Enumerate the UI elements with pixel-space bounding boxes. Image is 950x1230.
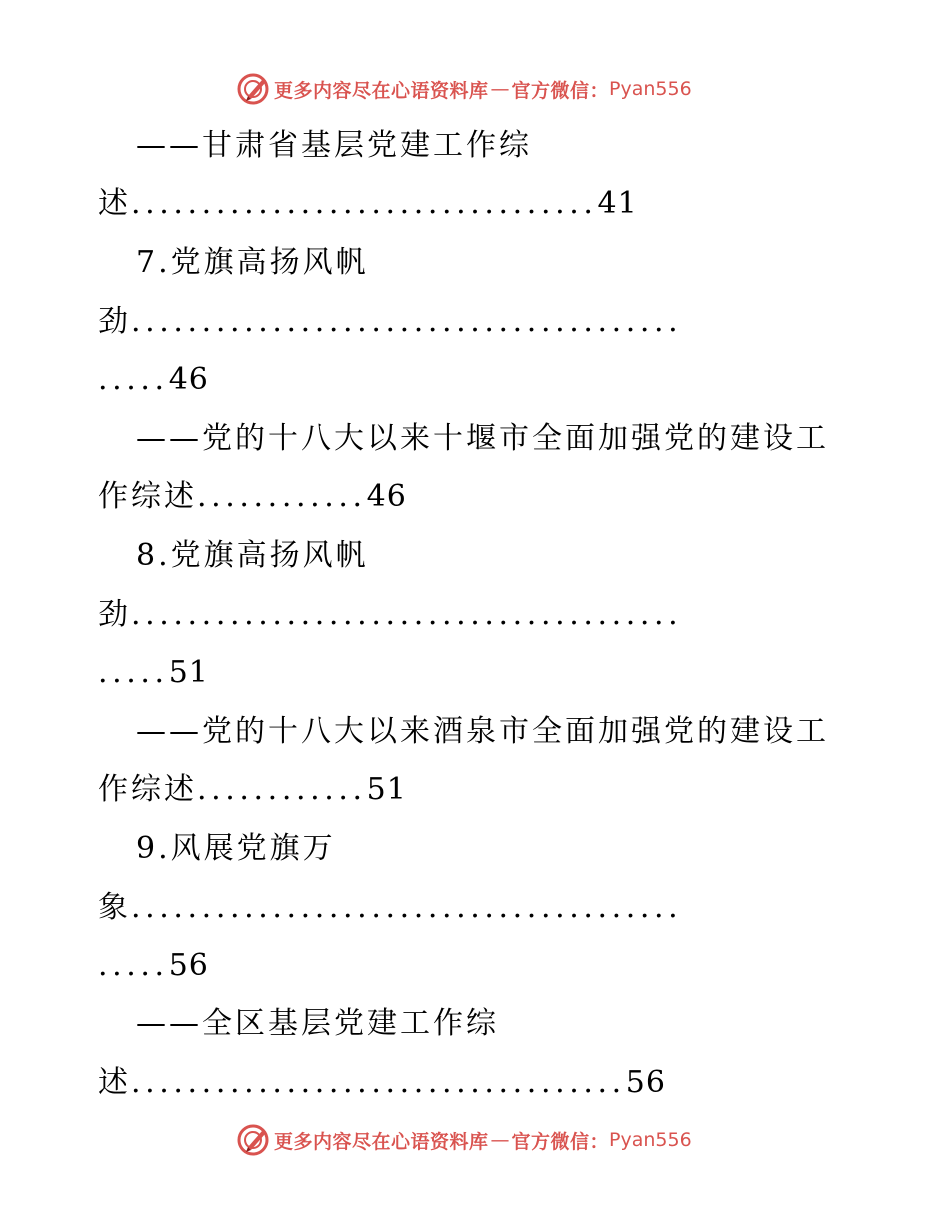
toc-entry-text: 劲	[98, 304, 131, 339]
toc-entry-text: ——党的十八大以来十堰市全面加强党的建设工	[136, 421, 829, 456]
toc-entry-text: 作综述	[98, 772, 197, 807]
toc-leader-dots: .......................................	[131, 597, 683, 632]
toc-page-number: 51	[366, 772, 407, 807]
toc-line	[98, 1063, 666, 1103]
pen-logo-icon	[236, 1123, 270, 1157]
watermark-separator: —	[490, 78, 510, 100]
toc-entry-text: 述	[98, 1065, 131, 1100]
toc-entry-text: ——党的十八大以来酒泉市全面加强党的建设工	[136, 714, 829, 749]
toc-leader-dots: ............	[197, 479, 367, 514]
toc-entry-text: 述	[98, 186, 131, 221]
toc-line	[98, 302, 682, 342]
watermark-wechat-label: 官方微信：	[511, 79, 610, 102]
footer-watermark	[236, 1122, 692, 1158]
toc-entry-text: 8.党旗高扬风帆	[136, 538, 369, 573]
watermark-handle: Pyan556	[609, 1129, 692, 1151]
toc-line	[136, 829, 336, 869]
toc-line	[136, 419, 829, 459]
header-watermark	[236, 71, 692, 107]
toc-leader-dots: .....	[98, 362, 169, 397]
watermark-handle: Pyan556	[609, 78, 692, 100]
toc-leader-dots: .......................................	[131, 304, 683, 339]
toc-entry-text: ——甘肃省基层党建工作综	[136, 128, 532, 163]
toc-leader-dots: ...................................	[131, 1065, 626, 1100]
toc-page-number: 41	[597, 186, 638, 221]
toc-line	[98, 360, 209, 400]
watermark-text: 更多内容尽在心语资料库	[274, 1130, 489, 1153]
watermark-wechat-label: 官方微信：	[511, 1130, 610, 1153]
toc-page-number: 56	[168, 948, 209, 983]
toc-entry-text: 劲	[98, 597, 131, 632]
watermark-separator: —	[490, 1129, 510, 1151]
toc-line	[136, 243, 369, 283]
toc-page-number: 56	[625, 1065, 666, 1100]
toc-entry-text: ——全区基层党建工作综	[136, 1006, 499, 1041]
toc-line	[98, 595, 682, 635]
toc-entry-text: 作综述	[98, 479, 197, 514]
toc-line	[136, 536, 369, 576]
toc-leader-dots: .....	[98, 948, 169, 983]
toc-line	[136, 712, 829, 752]
toc-line	[98, 770, 407, 810]
toc-leader-dots: .......................................	[131, 890, 683, 925]
toc-page-number: 46	[168, 362, 209, 397]
toc-entry-text: 象	[98, 890, 131, 925]
toc-entry-text: 7.党旗高扬风帆	[136, 245, 369, 280]
toc-line	[98, 653, 209, 693]
toc-leader-dots: .................................	[131, 186, 598, 221]
toc-leader-dots: .....	[98, 655, 169, 690]
toc-line	[98, 477, 407, 517]
toc-line	[98, 946, 209, 986]
pen-logo-icon	[236, 72, 270, 106]
toc-page-number: 46	[366, 479, 407, 514]
toc-entry-text: 9.风展党旗万	[136, 831, 336, 866]
watermark-text: 更多内容尽在心语资料库	[274, 79, 489, 102]
toc-leader-dots: ............	[197, 772, 367, 807]
toc-line	[136, 126, 532, 166]
toc-page-number: 51	[168, 655, 209, 690]
toc-line	[136, 1004, 499, 1044]
toc-line	[98, 888, 682, 928]
toc-line	[98, 184, 638, 224]
